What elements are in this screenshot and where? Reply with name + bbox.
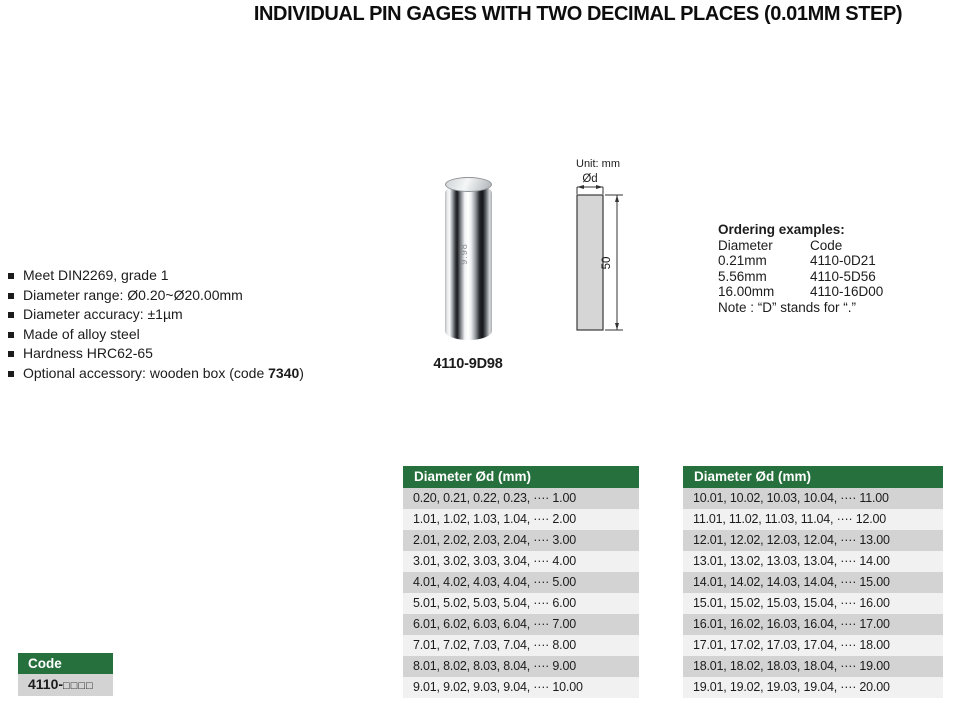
feature-text — [23, 364, 304, 384]
table-row: 19.01, 19.02, 19.03, 19.04, ···· 20.00 — [683, 677, 943, 698]
feature-text-prefix: Optional accessory: wooden box (code — [23, 364, 269, 381]
pin-outline-rect — [577, 195, 603, 330]
table-row: 1.01, 1.02, 1.03, 1.04, ···· 2.00 — [403, 509, 639, 530]
table-row: 18.01, 18.02, 18.03, 18.04, ···· 19.00 — [683, 656, 943, 677]
ordering-code: 4110-5D56 — [810, 268, 876, 284]
bullet-square-icon — [8, 312, 14, 318]
code-placeholder-boxes: □□□□ — [63, 680, 94, 692]
table-body — [403, 488, 639, 698]
table-body — [683, 488, 943, 698]
feature-text-suffix: ) — [299, 364, 304, 381]
table-row: 5.01, 5.02, 5.03, 5.04, ···· 6.00 — [403, 593, 639, 614]
pin-top-face — [445, 177, 492, 192]
ordering-title: Ordering examples: — [718, 222, 845, 237]
ordering-row — [718, 284, 943, 300]
ordering-col-code: Code — [810, 237, 843, 253]
ordering-diameter: 16.00mm — [718, 284, 775, 300]
ordering-note: Note : “D” stands for “.” — [718, 299, 857, 315]
feature-text: Diameter accuracy: ±1µm — [23, 306, 183, 322]
table-row: 12.01, 12.02, 12.03, 12.04, ···· 13.00 — [683, 530, 943, 551]
unit-label: Unit: mm — [576, 158, 620, 170]
code-box-value — [18, 674, 113, 696]
table-row: 10.01, 10.02, 10.03, 10.04, ···· 11.00 — [683, 488, 943, 509]
ordering-diameter: 0.21mm — [718, 253, 767, 269]
feature-text: Hardness HRC62-65 — [23, 345, 153, 361]
bullet-square-icon — [8, 332, 14, 338]
table-row: 8.01, 8.02, 8.03, 8.04, ···· 9.00 — [403, 656, 639, 677]
ordering-code: 4110-16D00 — [810, 284, 884, 300]
table-row: 3.01, 3.02, 3.03, 3.04, ···· 4.00 — [403, 551, 639, 572]
ordering-header-row — [718, 238, 943, 254]
table-row: 0.20, 0.21, 0.22, 0.23, ···· 1.00 — [403, 488, 639, 509]
code-prefix: 4110- — [28, 676, 64, 692]
feature-text: Diameter range: Ø0.20~Ø20.00mm — [23, 286, 243, 303]
feature-list — [8, 266, 408, 383]
ordering-col-diameter: Diameter — [718, 237, 773, 253]
table-row: 4.01, 4.02, 4.03, 4.04, ···· 5.00 — [403, 572, 639, 593]
table-row: 7.01, 7.02, 7.03, 7.04, ···· 8.00 — [403, 635, 639, 656]
table-row: 14.01, 14.02, 14.03, 14.04, ···· 15.00 — [683, 572, 943, 593]
ordering-row — [718, 269, 943, 285]
ordering-row — [718, 253, 943, 269]
table-header: Diameter Ød (mm) — [683, 466, 943, 488]
page-title: INDIVIDUAL PIN GAGES WITH TWO DECIMAL PLACES (0.01MM STEP) — [253, 3, 903, 25]
table-row: 13.01, 13.02, 13.03, 13.04, ···· 14.00 — [683, 551, 943, 572]
feature-text: Meet DIN2269, grade 1 — [23, 267, 169, 283]
table-header: Diameter Ød (mm) — [403, 466, 639, 488]
feature-text: Made of alloy steel — [23, 325, 140, 342]
ordering-examples — [718, 222, 943, 316]
bullet-square-icon — [8, 371, 14, 377]
table-row: 6.01, 6.02, 6.03, 6.04, ···· 7.00 — [403, 614, 639, 635]
bullet-square-icon — [8, 351, 14, 357]
bullet-square-icon — [8, 293, 14, 299]
feature-item — [8, 266, 408, 286]
table-row: 16.01, 16.02, 16.03, 16.04, ···· 17.00 — [683, 614, 943, 635]
diameter-table-left — [403, 466, 639, 698]
code-box — [18, 653, 113, 696]
pin-gage-photo — [445, 177, 492, 340]
table-row: 11.01, 11.02, 11.03, 11.04, ···· 12.00 — [683, 509, 943, 530]
ordering-diameter: 5.56mm — [718, 268, 767, 284]
table-row: 17.01, 17.02, 17.03, 17.04, ···· 18.00 — [683, 635, 943, 656]
length-dim-label: 50 — [601, 256, 613, 270]
pin-marking-text: 9.98 — [458, 243, 469, 265]
accessory-code: 7340 — [268, 364, 300, 381]
table-row: 2.01, 2.02, 2.03, 2.04, ···· 3.00 — [403, 530, 639, 551]
diameter-table-right — [683, 466, 943, 698]
table-row: 15.01, 15.02, 15.03, 15.04, ···· 16.00 — [683, 593, 943, 614]
dimension-drawing — [558, 168, 648, 340]
feature-item — [8, 305, 408, 325]
feature-item — [8, 286, 408, 306]
diameter-dim-label: Ød — [582, 173, 598, 185]
code-box-header: Code — [18, 653, 113, 674]
feature-item — [8, 325, 408, 345]
feature-item — [8, 364, 408, 384]
feature-item — [8, 344, 408, 364]
product-code-caption: 4110-9D98 — [433, 356, 503, 372]
bullet-square-icon — [8, 273, 14, 279]
ordering-code: 4110-0D21 — [810, 253, 876, 269]
table-row: 9.01, 9.02, 9.03, 9.04, ···· 10.00 — [403, 677, 639, 698]
